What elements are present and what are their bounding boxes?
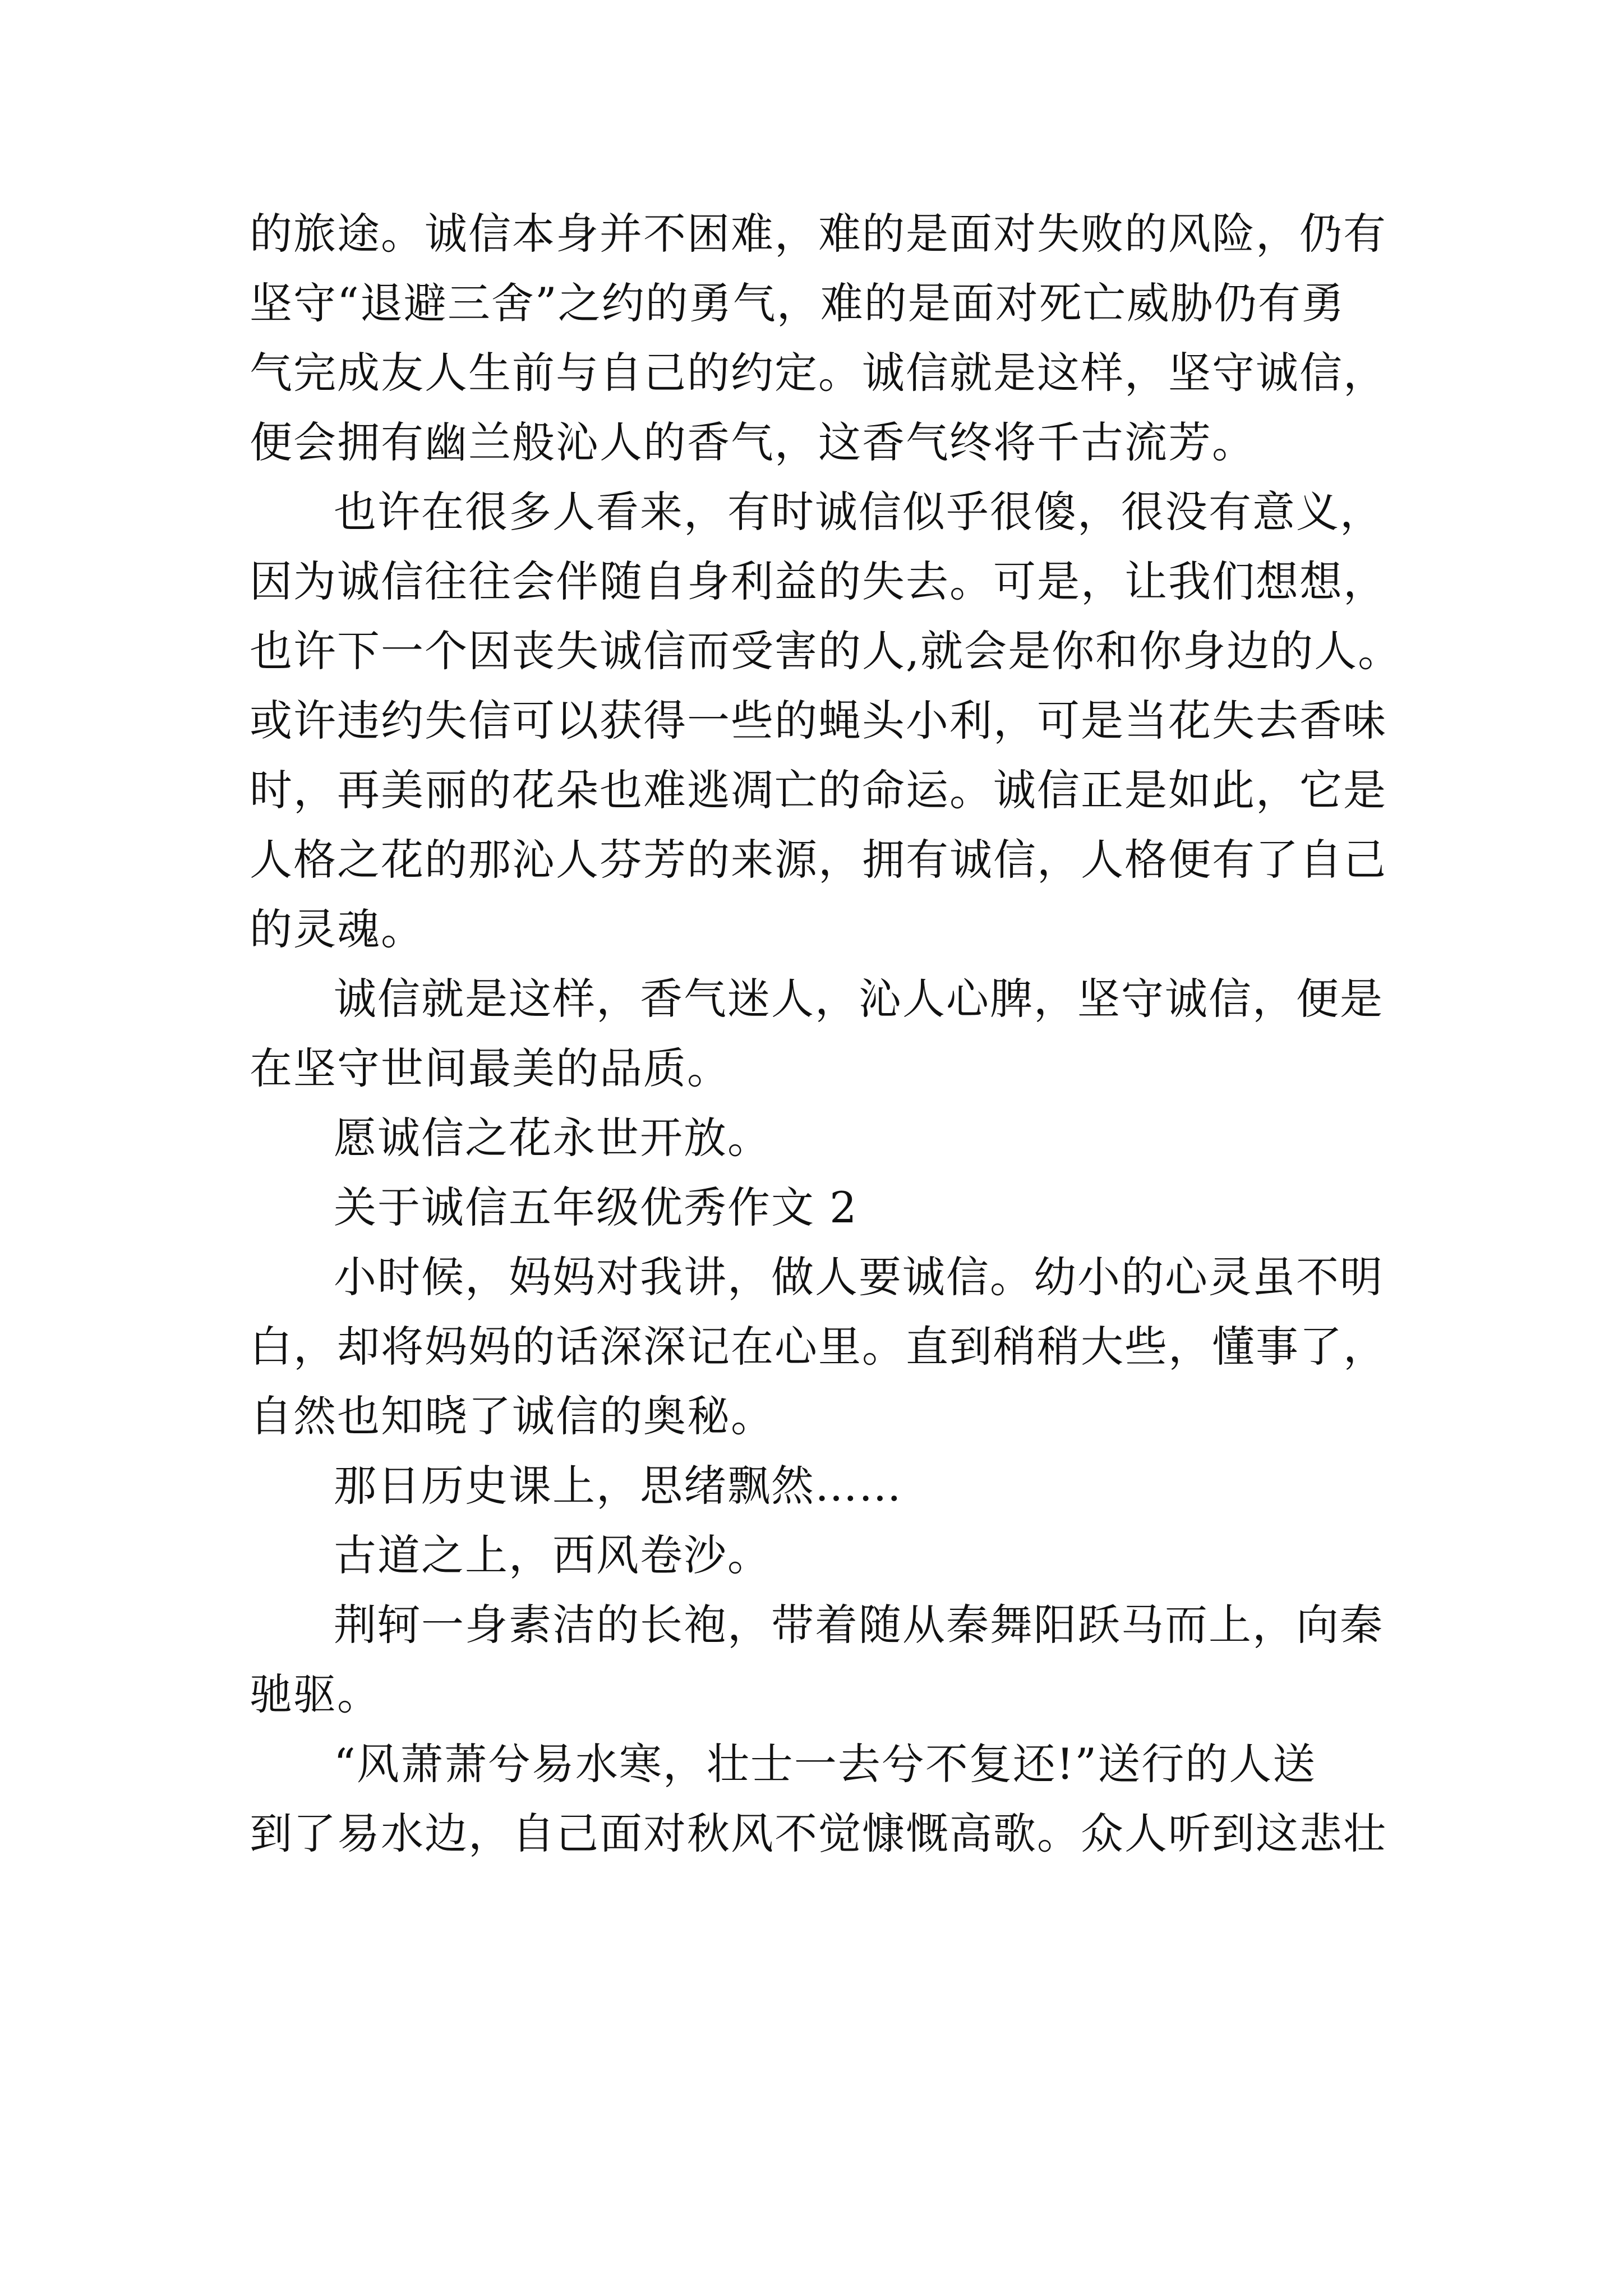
paragraph-first-line: 也许在很多人看来，有时诚信似乎很傻，很没有意义， [334,487,1384,537]
text-line: 气完成友人生前与自己的约定。诚信就是这样，坚守诚信， [250,348,1387,398]
text-line: 也许下一个因丧失诚信而受害的人,就会是你和你身边的人。 [250,626,1402,676]
paragraph-first-line: 古道之上，西风卷沙。 [334,1530,771,1580]
text-line: 驰驱。 [250,1669,381,1719]
text-line: 白，却将妈妈的话深深记在心里。直到稍稍大些，懂事了， [250,1322,1387,1372]
text-line: 人格之花的那沁人芬芳的来源，拥有诚信，人格便有了自己 [250,835,1387,885]
paragraph-first-line: 荆轲一身素洁的长袍，带着随从秦舞阳跃马而上，向秦 [334,1600,1384,1650]
paragraph-first-line: 愿诚信之花永世开放。 [334,1113,771,1163]
text-line: 时，再美丽的花朵也难逃凋亡的命运。诚信正是如此，它是 [250,765,1387,815]
text-line: 因为诚信往往会伴随自身利益的失去。可是，让我们想想， [250,556,1387,606]
text-line: 便会拥有幽兰般沁人的香气，这香气终将千古流芳。 [250,417,1256,467]
text-line: 自然也知晓了诚信的奥秘。 [250,1391,774,1441]
text-line: 坚守“退避三舍”之约的勇气，难的是面对死亡威胁仍有勇 [250,278,1345,328]
text-line: 的旅途。诚信本身并不困难，难的是面对失败的风险，仍有 [250,209,1387,259]
paragraph-first-line: 诚信就是这样，香气迷人，沁人心脾，坚守诚信，便是 [334,974,1384,1024]
paragraph-first-line: 那日历史课上，思绪飘然…… [334,1461,902,1511]
paragraph-first-line: “风萧萧兮易水寒，壮士一去兮不复还!”送行的人送 [334,1739,1317,1789]
text-line: 在坚守世间最美的品质。 [250,1043,731,1093]
text-line: 的灵魂。 [250,904,425,954]
body-text [250,199,1405,1869]
text-line: 到了易水边，自己面对秋风不觉慷慨高歌。众人听到这悲壮 [250,1809,1387,1858]
section-heading: 关于诚信五年级优秀作文 2 [334,1182,858,1232]
text-line: 或许违约失信可以获得一些的蝇头小利，可是当花失去香味 [250,696,1387,746]
paragraph-first-line: 小时候，妈妈对我讲，做人要诚信。幼小的心灵虽不明 [334,1252,1384,1302]
